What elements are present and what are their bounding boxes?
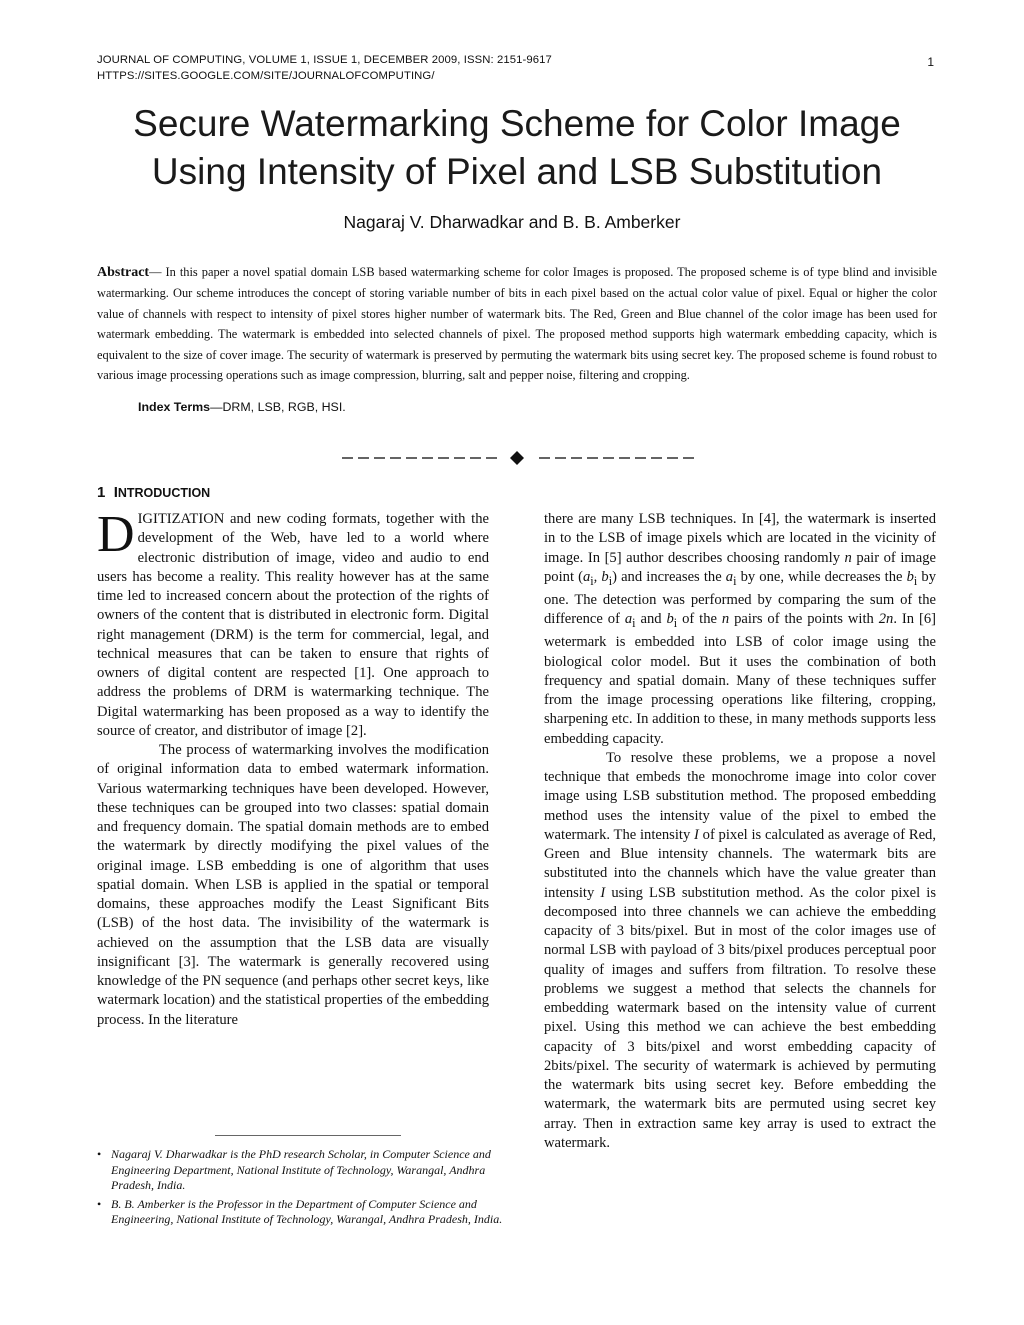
bullet-icon: •: [97, 1196, 102, 1211]
journal-url: HTTPS://SITES.GOOGLE.COM/SITE/JOURNALOFCOMPUTING/: [97, 70, 435, 82]
text-run: there are many LSB techniques. In [4], the watermark is inserted in to the LSB of image pixels which are located in the vicinity of image. In [5] author describes choosing randomly: [544, 511, 936, 566]
abstract: [97, 262, 937, 385]
text-run: ,: [593, 568, 602, 585]
journal-line: JOURNAL OF COMPUTING, VOLUME 1, ISSUE 1, DECEMBER 2009, ISSN: 2151-9617: [97, 54, 552, 66]
math-b: b: [906, 568, 914, 585]
page-number: 1: [927, 55, 934, 69]
left-column: [97, 506, 489, 1030]
math-n: n: [721, 611, 730, 628]
abstract-text: In this paper a novel spatial domain LSB based watermarking scheme for color Images is proposed. The proposed scheme is of type blind and invisible watermarking. Our scheme introduces the concept of storing variable number of bits in each pixel based on the actual color value of pixel. Equal or higher the color value of channels with respect to intensity of pixel stores higher number of watermark bits. The Red, Green and Blue channel of the color image has been used for watermark embedding. The watermark is embedded into selected channels of pixel. The proposed method supports high watermark embedding capacity, which is equivalent to the size of cover image. The security of watermark is preserved by permuting the watermark bits using secret key. The proposed scheme is found robust to various image processing operations such as image compression, blurring, salt and pepper noise, filtering and cropping.: [97, 265, 937, 383]
math-b: b: [601, 568, 609, 585]
right-paragraph-2: [544, 749, 936, 1153]
footnote-item: [97, 1147, 517, 1194]
text-run: using LSB substitution method. As the color pixel is decomposed into three channels we can achieve the embedding capacity of 3 bits/pixel. But in most of the color images use of normal LSB with payload of 3 bits/pixel produces perceptual poor quality of images and suffers from filtration. To resolve these problems we suggest a method that selects the channels for embedding watermark based on the intensity value of current pixel. Using this method we can achieve the best embedding capacity of 3 bits/pixel and worst embedding capacity of 2bits/pixel. The security of watermark is achieved by permuting the watermark bits using secret key. Before embedding the watermark, the watermark bits are permuted using secret key array. Then in extraction same key array is used to extract the watermark.: [544, 884, 937, 1151]
text-run: by one. The detection was performed by comparing the sum of the difference of: [544, 568, 936, 628]
abstract-label: Abstract: [97, 265, 150, 280]
right-column: [544, 510, 936, 1153]
text-run: . In [6] wetermark is embedded into LSB of color image using the biological color model. But it uses the combination of both frequency and spatial domain. Many of these techniques suffer from the image processing operations like filtering, cropping, sharpening etc. In addition to these, in many methods supports less embedding capacity.: [544, 611, 936, 747]
math-sub-i: i: [673, 616, 678, 631]
text-run: ) and increases the: [612, 568, 726, 585]
text-run: To resolve these problems, we a propose a novel technique that embeds the monochrome image into color cover image using LSB substitution method. The proposed embedding method uses the intensity value of the pixel to embed the watermark. The intensity: [544, 749, 936, 843]
intro-paragraph-1: [97, 506, 489, 741]
footnote-text: Nagaraj V. Dharwadkar is the PhD research Scholar, in Computer Science and Engineering Department, National Institute of Technology, Warangal, Andhra Pradesh, India.: [111, 1147, 491, 1192]
text-run: pairs of the points with: [729, 611, 879, 628]
bullet-icon: •: [97, 1147, 102, 1161]
title-line-1: Secure Watermarking Scheme for Color Image: [133, 103, 901, 144]
section-heading: [97, 484, 210, 501]
text-run: of the: [677, 611, 722, 628]
math-2n: 2n: [878, 611, 894, 628]
intro-paragraph-2: The process of watermarking involves the modification of original information data to embed watermark information. Various watermarking techniques have been developed. However, these techniques can be grouped into two classes: spatial domain and frequency domain. The spatial domain methods are to embed the watermark by directly modifying the pixel values of the original image. LSB embedding is one of algorithm that uses spatial domain. When LSB is applied in the spatial or temporal domains, these approaches modify the Least Significant Bits (LSB) of the host data. The invisibility of the watermark is achieved on the assumption that the LSB data are visually insignificant [3]. The watermark is generally recovered using knowledge of the PN sequence (and perhaps other secret keys, like watermark location) and the statistical properties of the embedding process. In the literature: [97, 742, 489, 1028]
math-sub-i: i: [733, 573, 737, 588]
intro-paragraph-1-text: IGITIZATION and new coding formats, together with the development of the Web, have led to a world where electronic distribution of image, video and audio to end users has become a reality. This reality however has at the same time led to increased concern about the protection of the rights of owners of the content that is distributed in electronic form. Digital right management (DRM) is the term for commercial, legal, and technical measures that can be taken to ensure that rights of owners of digital content are respected [1]. One approach to address the problems of DRM is watermarking technique. The Digital watermarking has been proposed as a way to identify the source of creator, and distributor of image [2].: [97, 511, 489, 739]
math-a: a: [725, 568, 734, 585]
math-sub-i: i: [632, 616, 636, 631]
math-a: a: [582, 568, 591, 585]
right-paragraph-1: [544, 510, 936, 749]
footnote-rule: [215, 1135, 401, 1136]
section-number: 1: [97, 484, 106, 501]
footnote-text: B. B. Amberker is the Professor in the Department of Computer Science and Engineering, National Institute of Technology, Warangal, Andhra Pradesh, India.: [111, 1196, 503, 1226]
math-n: n: [844, 549, 852, 566]
separator-diamond-icon: [510, 451, 524, 465]
drop-cap: D: [97, 506, 135, 563]
paper-title: [60, 100, 974, 196]
math-b: b: [666, 611, 674, 628]
section-title-rest: NTRODUCTION: [117, 486, 211, 500]
index-terms-text: —DRM, LSB, RGB, HSI.: [210, 400, 346, 414]
text-run: of pixel is calculated as average of Red, Green and Blue intensity channels. The watermark bits are substituted into the channels which have the value greater than intensity: [544, 826, 936, 901]
math-a: a: [624, 611, 633, 628]
abstract-dash: —: [149, 265, 166, 279]
math-sub-i: i: [608, 573, 613, 588]
math-sub-i: i: [913, 573, 918, 588]
index-terms-label: Index Terms: [138, 400, 211, 414]
text-run: and: [635, 611, 667, 628]
math-I: I: [694, 826, 699, 843]
index-terms: [138, 400, 346, 414]
footnotes: [97, 1147, 517, 1231]
text-run: by one, while decreases the: [736, 568, 907, 585]
section-separator: [340, 448, 700, 468]
math-sub-i: i: [590, 573, 594, 588]
footnote-item: [97, 1197, 517, 1228]
section-title-initial: I: [113, 484, 118, 501]
authors: Nagaraj V. Dharwadkar and B. B. Amberker: [343, 212, 681, 232]
title-line-2: Using Intensity of Pixel and LSB Substitution: [151, 151, 883, 192]
text-run: pair of image point (: [544, 549, 936, 585]
running-header: [97, 52, 552, 84]
math-I: I: [600, 884, 606, 901]
